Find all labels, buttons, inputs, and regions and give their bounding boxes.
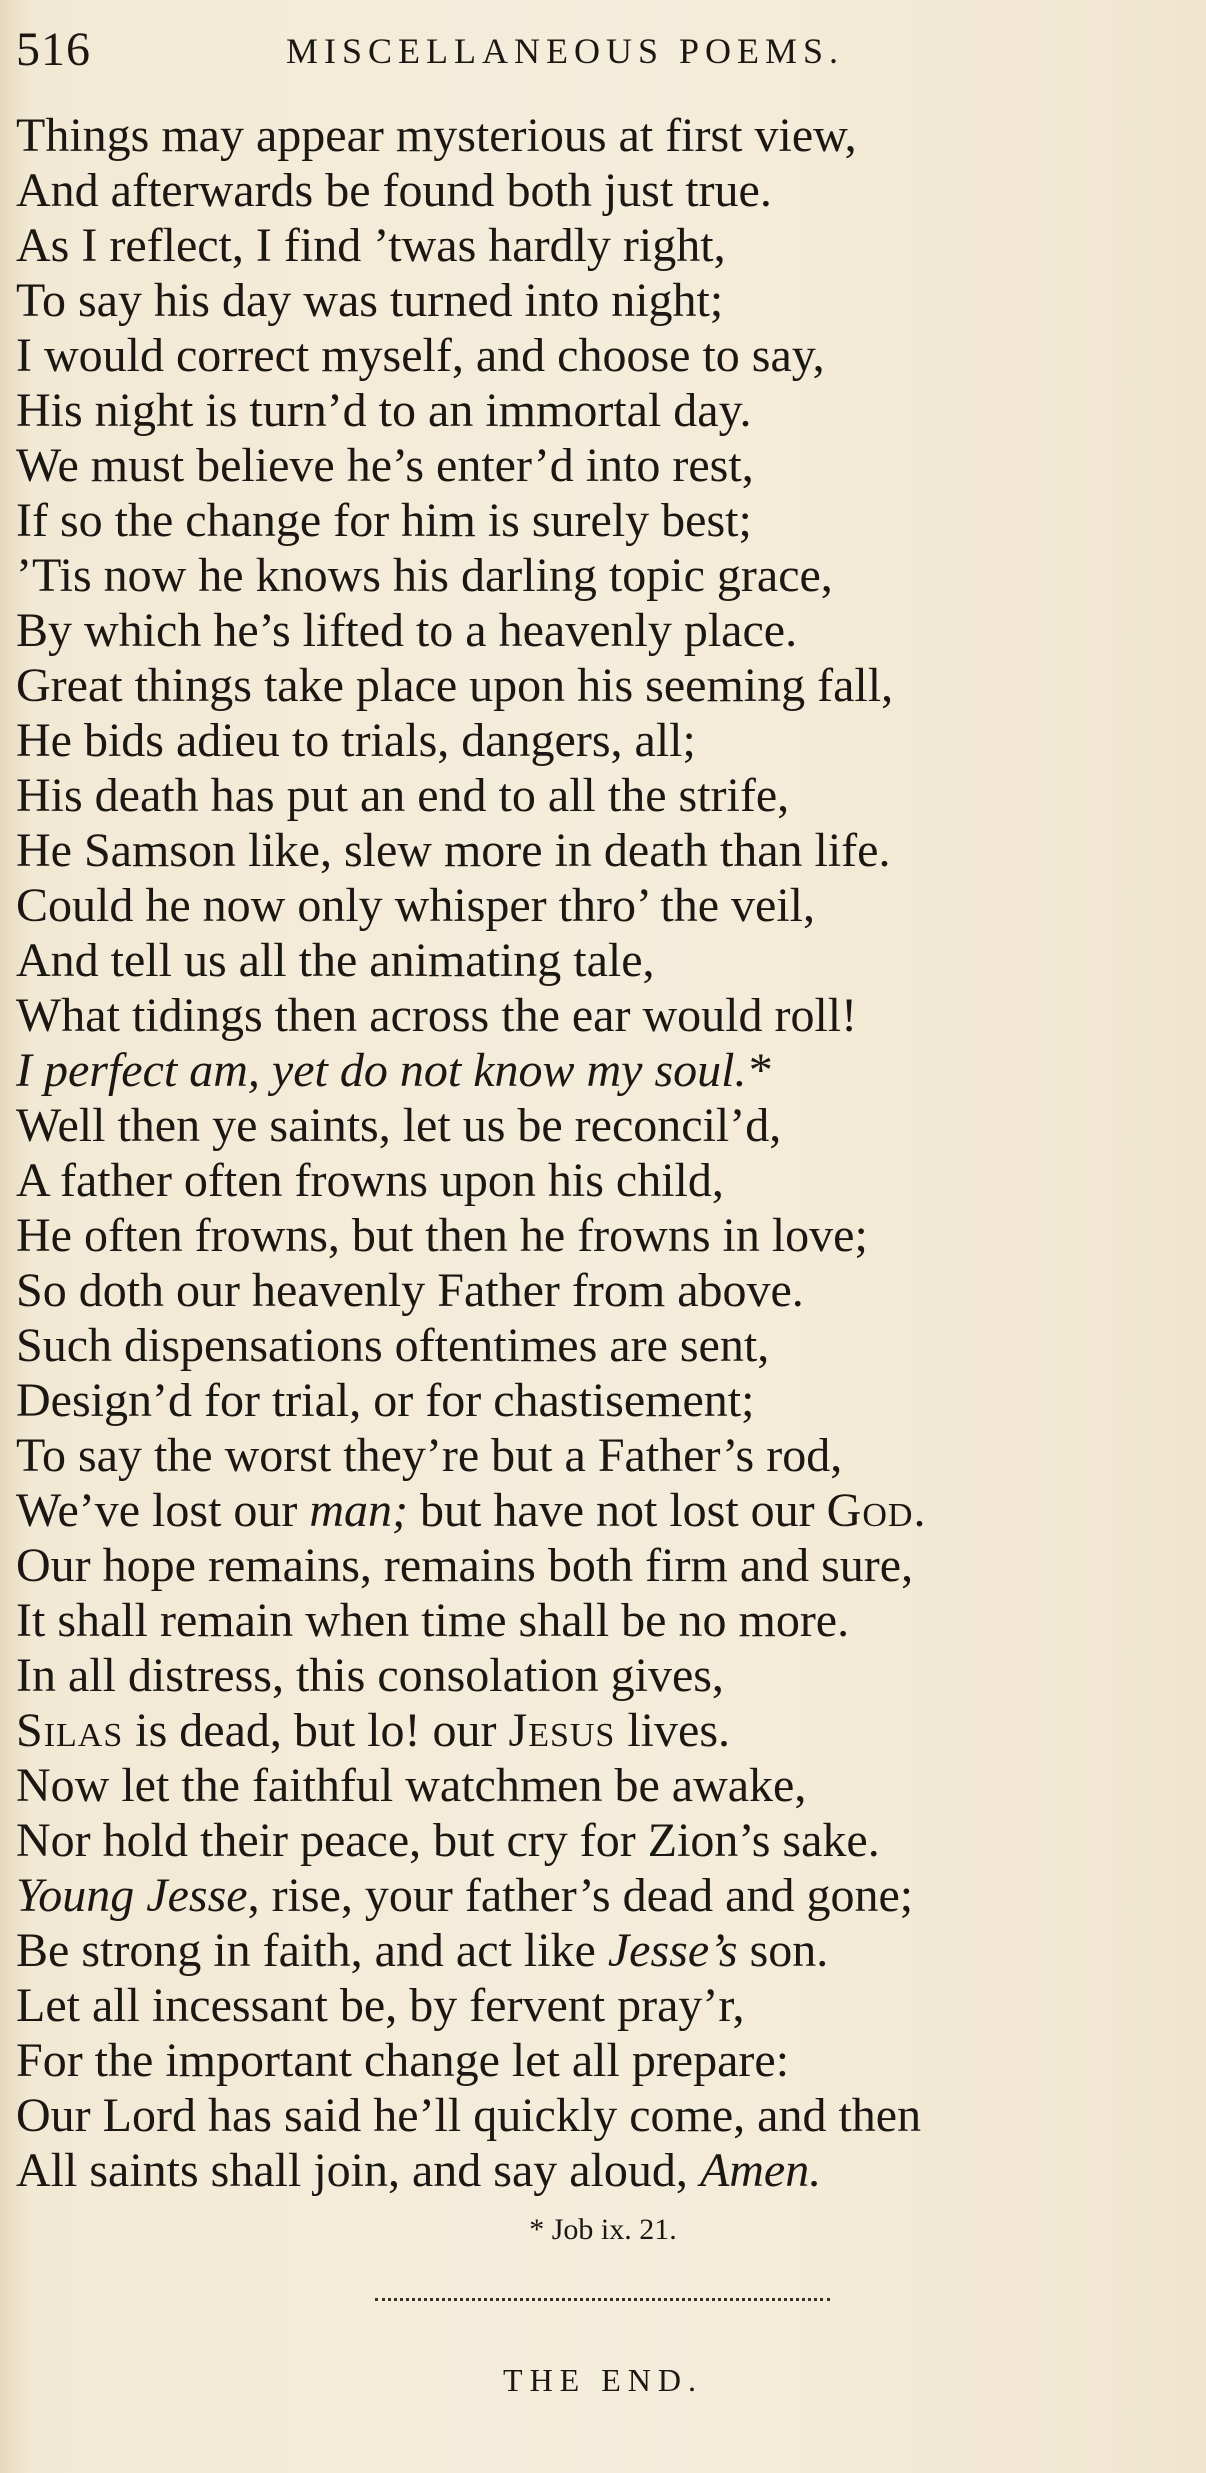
line-text: His death has put an end to all the strife, bbox=[16, 769, 790, 822]
line-text-italic: Young Jesse bbox=[16, 1869, 248, 1922]
poem-line bbox=[16, 548, 1196, 603]
poem-line bbox=[16, 1428, 1196, 1483]
poem-line bbox=[16, 1043, 1196, 1098]
line-text: Nor hold their peace, but cry for Zion’s sake. bbox=[16, 1814, 880, 1867]
running-title: MISCELLANEOUS POEMS. bbox=[286, 31, 845, 71]
poem-line bbox=[16, 823, 1196, 878]
line-text-italic: I perfect am, yet do not know my soul.* bbox=[16, 1044, 771, 1097]
line-text: Well then ye saints, let us be reconcil’d, bbox=[16, 1099, 782, 1152]
line-text: lives. bbox=[615, 1704, 730, 1757]
poem-line bbox=[16, 163, 1196, 218]
line-text: It shall remain when time shall be no more. bbox=[16, 1594, 850, 1647]
poem-line bbox=[16, 218, 1196, 273]
line-text: By which he’s lifted to a heavenly place. bbox=[16, 604, 798, 657]
line-text: To say his day was turned into night; bbox=[16, 274, 724, 327]
poem-line bbox=[16, 603, 1196, 658]
line-text-italic: Amen. bbox=[699, 2144, 822, 2197]
line-text: A father often frowns upon his child, bbox=[16, 1154, 724, 1207]
poem-line bbox=[16, 933, 1196, 988]
poem-line bbox=[16, 383, 1196, 438]
line-text: In all distress, this consolation gives, bbox=[16, 1649, 724, 1702]
line-text: And tell us all the animating tale, bbox=[16, 934, 655, 987]
line-text: Be strong in faith, and act like bbox=[16, 1924, 608, 1977]
poem-line bbox=[16, 1318, 1196, 1373]
poem-line bbox=[16, 328, 1196, 383]
poem-line bbox=[16, 2033, 1196, 2088]
poem-line bbox=[16, 1593, 1196, 1648]
poem-line bbox=[16, 988, 1196, 1043]
poem-line bbox=[16, 1483, 1196, 1538]
line-text: His night is turn’d to an immortal day. bbox=[16, 384, 752, 437]
poem bbox=[16, 108, 1196, 2198]
line-text: Such dispensations oftentimes are sent, bbox=[16, 1319, 770, 1372]
poem-line bbox=[16, 1373, 1196, 1428]
line-text: but have not lost our bbox=[408, 1484, 827, 1537]
line-text-smallcaps: Silas bbox=[16, 1704, 124, 1757]
poem-line bbox=[16, 1923, 1196, 1978]
poem-line bbox=[16, 1703, 1196, 1758]
poem-line bbox=[16, 658, 1196, 713]
line-text: And afterwards be found both just true. bbox=[16, 164, 772, 217]
line-text: Our hope remains, remains both firm and sure, bbox=[16, 1539, 914, 1592]
poem-line bbox=[16, 768, 1196, 823]
line-text: , rise, your father’s dead and gone; bbox=[247, 1869, 914, 1922]
poem-line bbox=[16, 1868, 1196, 1923]
line-text: son. bbox=[737, 1924, 829, 1977]
line-text: We must believe he’s enter’d into rest, bbox=[16, 439, 754, 492]
line-text: Design’d for trial, or for chastisement; bbox=[16, 1374, 755, 1427]
poem-line bbox=[16, 878, 1196, 933]
line-text-smallcaps: Jesus bbox=[508, 1704, 616, 1757]
line-text: is dead, but lo! our bbox=[123, 1704, 509, 1757]
running-head bbox=[16, 22, 1190, 82]
line-text: As I reflect, I find ’twas hardly right, bbox=[16, 219, 726, 272]
line-text: He often frowns, but then he frowns in love; bbox=[16, 1209, 868, 1262]
line-text: Things may appear mysterious at first view, bbox=[16, 109, 857, 162]
line-text: ’Tis now he knows his darling topic grace, bbox=[16, 549, 833, 602]
closing-text: THE END. bbox=[503, 2362, 703, 2398]
line-text: He Samson like, slew more in death than life. bbox=[16, 824, 891, 877]
poem-line bbox=[16, 1978, 1196, 2033]
line-text: If so the change for him is surely best; bbox=[16, 494, 752, 547]
poem-line bbox=[16, 1758, 1196, 1813]
poem-line bbox=[16, 2088, 1196, 2143]
poem-line bbox=[16, 1153, 1196, 1208]
line-text-italic: man; bbox=[309, 1484, 409, 1537]
line-text: Now let the faithful watchmen be awake, bbox=[16, 1759, 807, 1812]
line-text-italic: Jesse’s bbox=[607, 1924, 738, 1977]
line-text: Could he now only whisper thro’ the veil, bbox=[16, 879, 815, 932]
footnote: * Job ix. 21. bbox=[529, 2213, 677, 2246]
poem-line bbox=[16, 108, 1196, 163]
poem-line bbox=[16, 493, 1196, 548]
poem-line bbox=[16, 713, 1196, 768]
line-text: Our Lord has said he’ll quickly come, and then bbox=[16, 2089, 922, 2142]
line-text: So doth our heavenly Father from above. bbox=[16, 1264, 804, 1317]
poem-line bbox=[16, 1208, 1196, 1263]
dotted-divider bbox=[375, 2298, 830, 2301]
line-text: I would correct myself, and choose to say, bbox=[16, 329, 825, 382]
poem-line bbox=[16, 1538, 1196, 1593]
poem-line bbox=[16, 273, 1196, 328]
line-text: Great things take place upon his seeming fall, bbox=[16, 659, 894, 712]
poem-line bbox=[16, 1813, 1196, 1868]
line-text: We’ve lost our bbox=[16, 1484, 310, 1537]
line-text: To say the worst they’re but a Father’s rod, bbox=[16, 1429, 843, 1482]
line-text: What tidings then across the ear would roll! bbox=[16, 989, 858, 1042]
poem-line bbox=[16, 1263, 1196, 1318]
line-text: Let all incessant be, by fervent pray’r, bbox=[16, 1979, 745, 2032]
line-text: All saints shall join, and say aloud, bbox=[16, 2144, 700, 2197]
poem-line bbox=[16, 1098, 1196, 1153]
poem-line bbox=[16, 2143, 1196, 2198]
page-number: 516 bbox=[16, 23, 91, 76]
poem-line bbox=[16, 438, 1196, 493]
line-text-smallcaps: God. bbox=[826, 1484, 927, 1537]
poem-line bbox=[16, 1648, 1196, 1703]
line-text: He bids adieu to trials, dangers, all; bbox=[16, 714, 696, 767]
line-text: For the important change let all prepare: bbox=[16, 2034, 790, 2087]
